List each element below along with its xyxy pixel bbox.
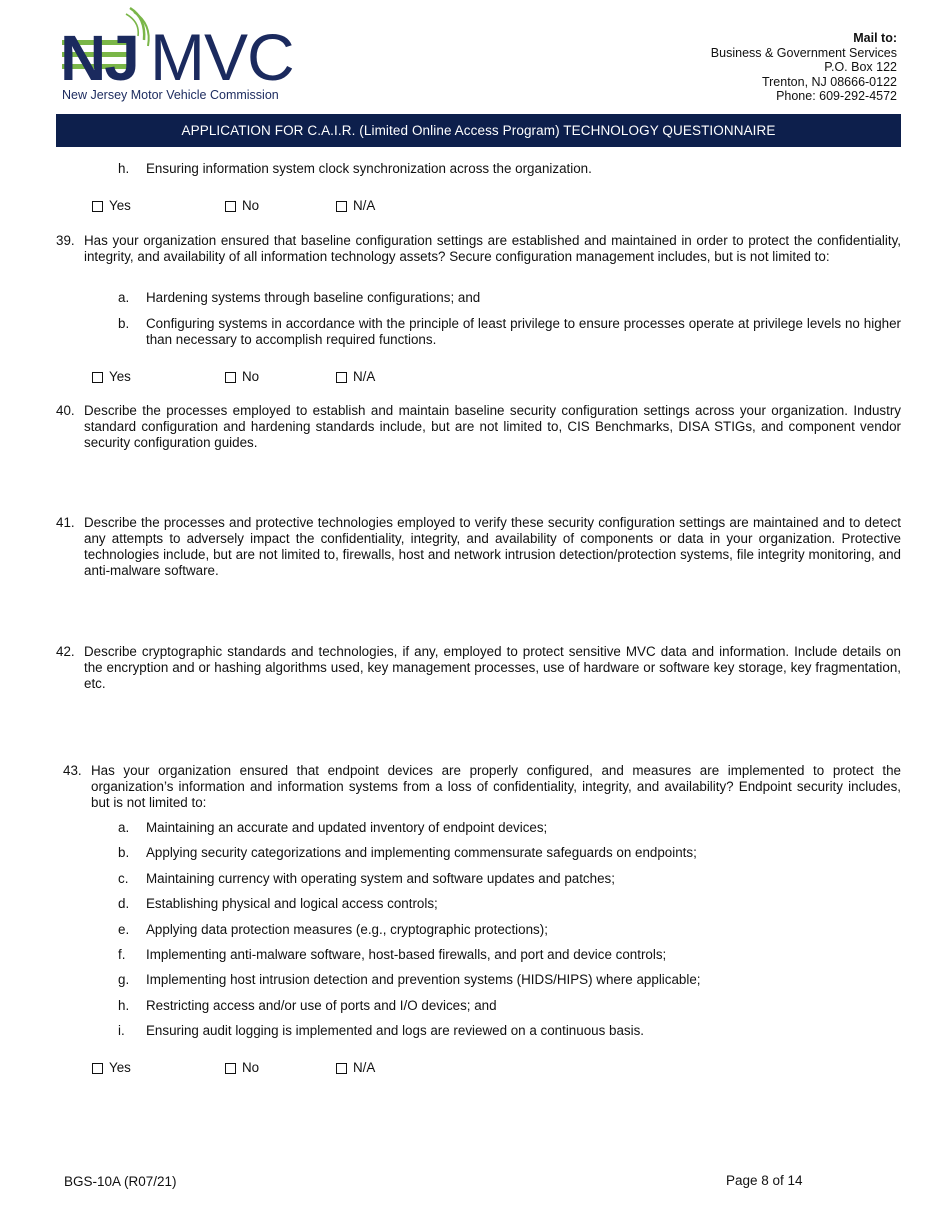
form-id: BGS-10A (R07/21)	[64, 1174, 177, 1189]
question-text: Describe cryptographic standards and technologies, if any, employed to protect sensitive MVC data and information. Include details on the encryption and or hashing algorithms used, key management processes, use of hardware or software key storage, key fragmentation, etc.	[84, 644, 901, 691]
question-text: Describe the processes and protective technologies employed to verify these security configuration settings are maintained and to detect any attempts to adversely impact the confidentiality, integrity, and availability of components or data in your organization. Protective technologies include, but are not limited to, firewalls, host and network intrusion detection/protection systems, file integrity monitoring, and anti-malware software.	[84, 515, 901, 578]
na-checkbox[interactable]: N/A	[336, 198, 375, 214]
list-item	[118, 161, 901, 177]
logo-subtitle: New Jersey Motor Vehicle Commission	[62, 88, 279, 102]
logo-nj: NJ	[60, 22, 138, 86]
question-number: 39.	[56, 233, 75, 248]
checkbox-box[interactable]	[336, 201, 347, 212]
question-text: Has your organization ensured that endpoint devices are properly configured, and measures are implemented to protect the organization’s information and information systems from a loss of confidentiality, integrity, and availability? Endpoint security includes, but is not limited to:	[91, 763, 901, 810]
mail-title: Mail to:	[853, 31, 897, 45]
mail-to-block	[711, 31, 897, 104]
list-item: c. Maintaining currency with operating system and software updates and patches;	[118, 871, 615, 886]
question-41	[56, 515, 901, 579]
no-checkbox[interactable]: No	[225, 1060, 259, 1076]
list-item: a. Maintaining an accurate and updated inventory of endpoint devices;	[118, 820, 548, 835]
mail-line: P.O. Box 122	[824, 60, 897, 74]
form-title-banner: APPLICATION FOR C.A.I.R. (Limited Online Access Program) TECHNOLOGY QUESTIONNAIRE	[56, 114, 901, 147]
checkbox-box[interactable]	[92, 372, 103, 383]
page-number: Page 8 of 14	[726, 1173, 803, 1188]
checkbox-box[interactable]	[225, 201, 236, 212]
mail-line: Trenton, NJ 08666-0122	[761, 74, 897, 89]
mail-line: Phone: 609-292-4572	[776, 89, 897, 103]
question-number: 40.	[56, 403, 75, 418]
no-checkbox[interactable]: No	[225, 369, 259, 385]
yes-checkbox[interactable]: Yes	[92, 369, 131, 385]
list-item: i. Ensuring audit logging is implemented and logs are reviewed on a continuous basis.	[118, 1023, 644, 1038]
item-text: Ensuring information system clock synchronization across the organization.	[146, 161, 592, 176]
question-40	[56, 403, 901, 451]
list-item: f. Implementing anti-malware software, host-based firewalls, and port and device controls;	[118, 947, 667, 962]
question-42	[56, 644, 901, 692]
question-39	[56, 233, 901, 265]
list-item: b. Applying security categorizations and implementing commensurate safeguards on endpoints;	[118, 845, 697, 860]
na-checkbox[interactable]: N/A	[336, 1060, 375, 1076]
mail-line: Business & Government Services	[710, 45, 897, 60]
no-checkbox[interactable]: No	[225, 198, 259, 214]
checkbox-box[interactable]	[92, 201, 103, 212]
item-letter: h.	[118, 161, 130, 176]
na-checkbox[interactable]: N/A	[336, 369, 375, 385]
question-number: 42.	[56, 644, 75, 659]
list-item: g. Implementing host intrusion detection and prevention systems (HIDS/HIPS) where applicable;	[118, 972, 701, 987]
question-text: Has your organization ensured that baseline configuration settings are established and maintained in order to protect the confidentiality, integrity, and availability of all information technology assets? Secure configuration management includes, but is not limited to:	[84, 233, 901, 264]
checkbox-box[interactable]	[225, 372, 236, 383]
list-item: b. Configuring systems in accordance with the principle of least privilege to ensure processes operate at privilege levels no higher than necessary to accomplish required functions.	[118, 316, 901, 347]
list-item: d. Establishing physical and logical access controls;	[118, 896, 438, 911]
list-item: e. Applying data protection measures (e.g., cryptographic protections);	[118, 922, 548, 937]
checkbox-box[interactable]	[92, 1063, 103, 1074]
list-item: a. Hardening systems through baseline configurations; and	[118, 290, 481, 305]
list-item: h. Restricting access and/or use of ports and I/O devices; and	[118, 998, 497, 1013]
logo-mvc: MVC	[150, 20, 294, 86]
checkbox-box[interactable]	[336, 1063, 347, 1074]
yes-checkbox[interactable]: Yes	[92, 198, 131, 214]
checkbox-box[interactable]	[336, 372, 347, 383]
yes-checkbox[interactable]: Yes	[92, 1060, 131, 1076]
question-text: Describe the processes employed to establish and maintain baseline security configuration settings across your organization. Industry standard configuration and hardening standards include, but are not limited to, CIS Benchmarks, DISA STIGs, and component vendor security configuration guides.	[84, 403, 901, 450]
question-number: 43.	[63, 763, 82, 778]
question-43	[56, 763, 901, 811]
question-number: 41.	[56, 515, 75, 530]
njmvc-logo-graphic	[60, 6, 320, 86]
checkbox-box[interactable]	[225, 1063, 236, 1074]
